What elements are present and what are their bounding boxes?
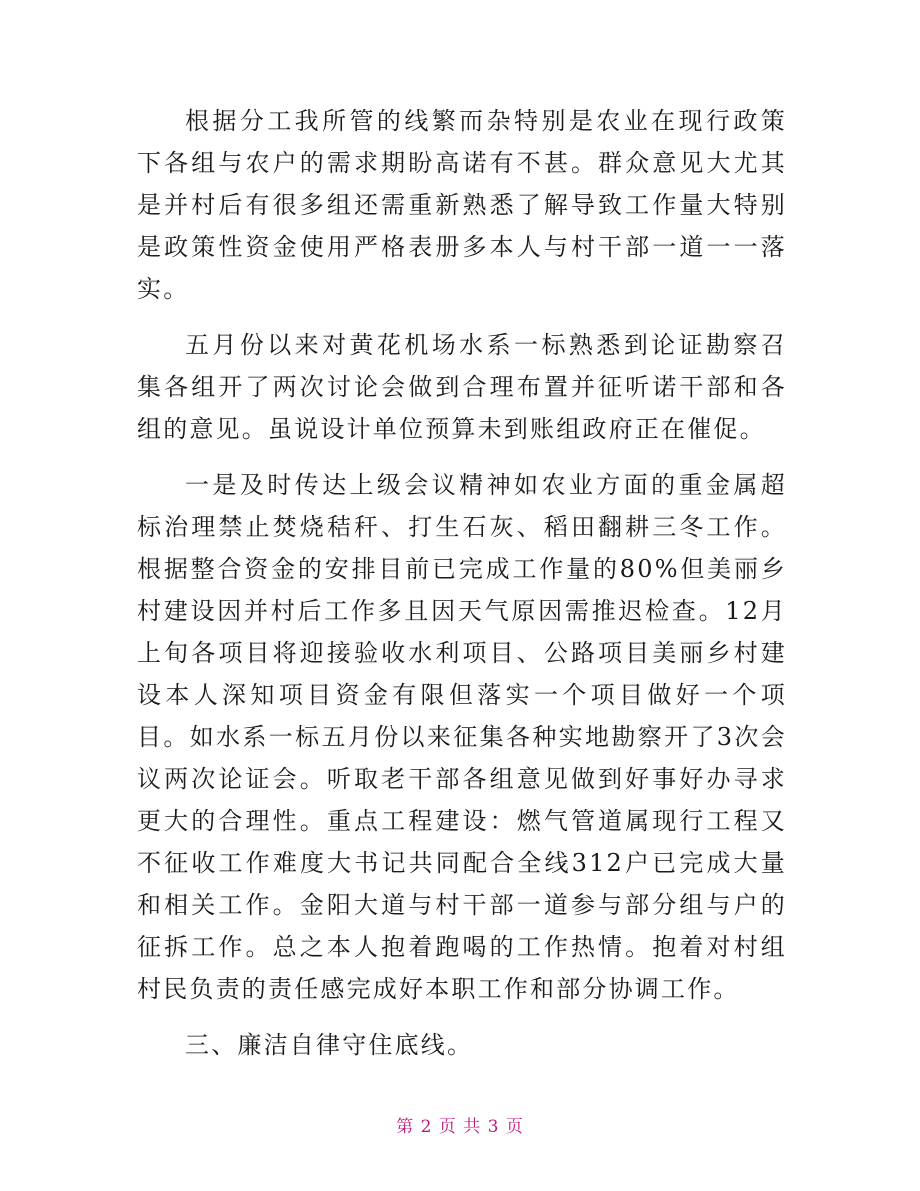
- paragraph-division-of-work: 根据分工我所管的线繁而杂特别是农业在现行政策下各组与农户的需求期盼高诺有不甚。群众意见大尤其是并村后有很多组还需重新熟悉了解导致工作量大特别是政策性资金使用严格表册多本人与村干部一道一一落实。: [137, 107, 787, 303]
- section-heading-integrity: 三、廉洁自律守住底线。: [185, 1031, 474, 1059]
- page-number-footer: 第 2 页 共 3 页: [396, 1117, 524, 1137]
- paragraph-water-system-project: 五月份以来对黄花机场水系一标熟悉到论证勘察召集各组开了两次讨论会做到合理布置并征听诺干部和各组的意见。虽说设计单位预算未到账组政府正在催促。: [137, 331, 787, 443]
- paragraph-work-progress: 一是及时传达上级会议精神如农业方面的重金属超标治理禁止焚烧秸秆、打生石灰、稻田翻耕三冬工作。根据整合资金的安排目前已完成工作量的80%但美丽乡村建设因并村后工作多且因天气原因需推迟检查。12月上旬各项目将迎接验收水利项目、公路项目美丽乡村建设本人深知项目资金有限但落实一个项目做好一个项目。如水系一标五月份以来征集各种实地勘察开了3次会议两次论证会。听取老干部各组意见做到好事好办寻求更大的合理性。重点工程建设：燃气管道属现行工程又不征收工作难度大书记共同配合全线312户已完成大量和相关工作。金阳大道与村干部一道参与部分组与户的征拆工作。总之本人抱着跑喝的工作热情。抱着对村组村民负责的责任感完成好本职工作和部分协调工作。: [137, 471, 787, 1003]
- document-body: [137, 100, 787, 1066]
